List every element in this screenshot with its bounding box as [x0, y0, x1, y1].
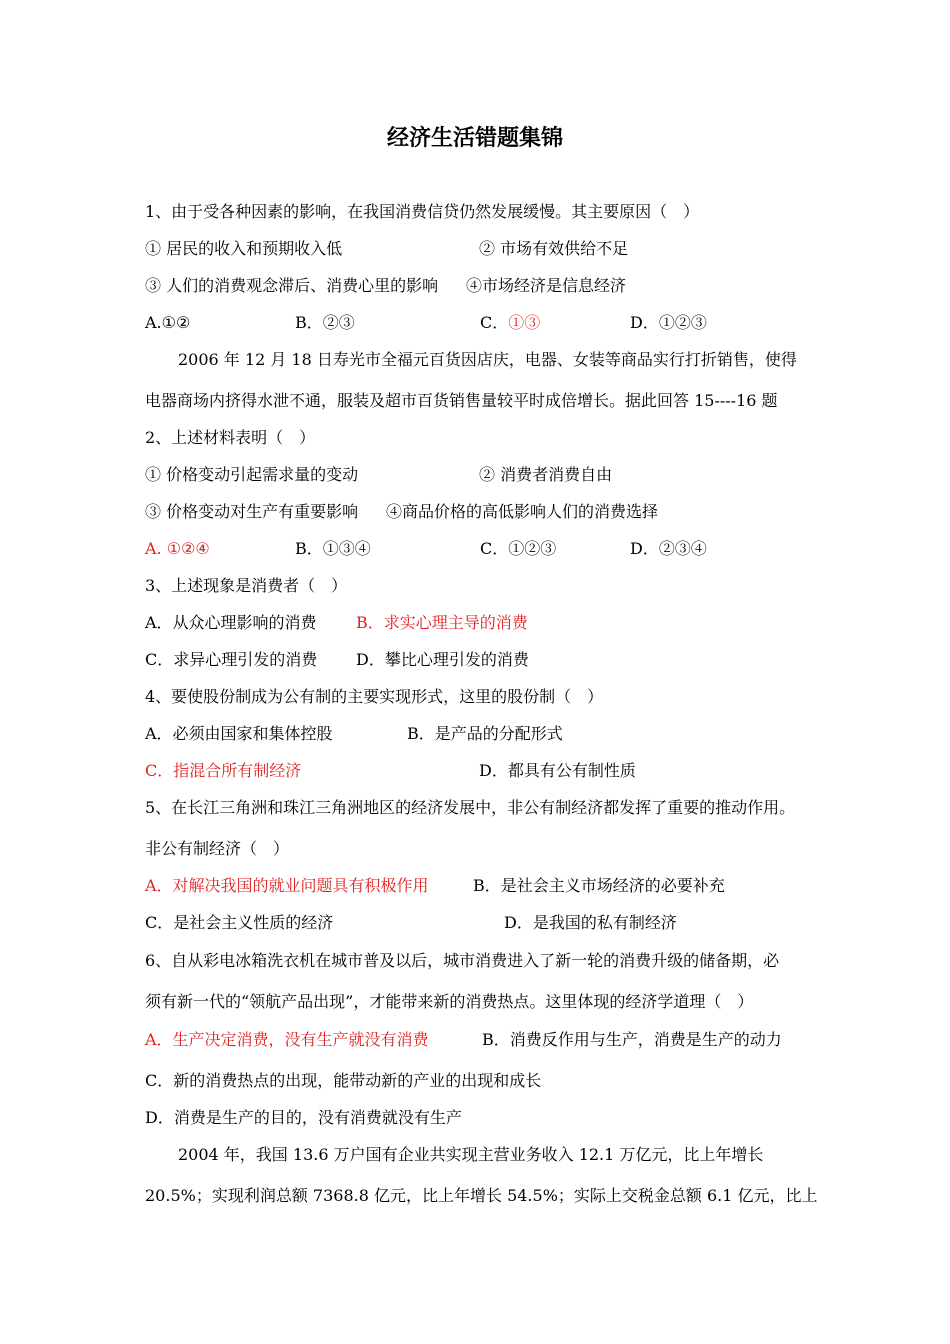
material-2-line-1: 2004 年，我国 13.6 万户国有企业共实现主营业务收入 12.1 万亿元，比上年增长: [178, 1145, 764, 1164]
q1-statement-2: ② 市场有效供给不足: [479, 239, 629, 258]
q1-answer-mark: ①③: [508, 313, 541, 332]
q1-option-c: C．①③: [480, 313, 541, 332]
q6-option-a-answer: A．生产决定消费，没有生产就没有消费: [145, 1030, 429, 1049]
q6-stem-line-1: 6、自从彩电冰箱洗衣机在城市普及以后，城市消费进入了新一轮的消费升级的储备期，必: [145, 951, 780, 970]
q3-option-b-answer: B．求实心理主导的消费: [356, 613, 528, 632]
q2-statement-4: ④商品价格的高低影响人们的消费选择: [386, 502, 659, 521]
q5-option-b: B．是社会主义市场经济的必要补充: [473, 876, 725, 895]
material-1-line-1: 2006 年 12 月 18 日寿光市全福元百货因店庆，电器、女装等商品实行打折销售，使得: [178, 350, 797, 369]
q6-option-b: B．消费反作用与生产，消费是生产的动力: [482, 1030, 782, 1049]
q1-option-d: D．①②③: [630, 313, 707, 332]
q5-stem-line-1: 5、在长江三角洲和珠江三角洲地区的经济发展中，非公有制经济都发挥了重要的推动作用。: [145, 798, 796, 817]
q2-statement-1: ① 价格变动引起需求量的变动: [145, 465, 359, 484]
q6-stem-line-2: 须有新一代的“领航产品出现”，才能带来新的消费热点。这里体现的经济学道理（ ）: [145, 992, 754, 1011]
q1-statement-4: ④市场经济是信息经济: [466, 276, 627, 295]
q2-option-a-answer: A. ①②④: [145, 539, 210, 558]
q4-option-a: A．必须由国家和集体控股: [145, 724, 333, 743]
q5-option-d: D．是我国的私有制经济: [504, 913, 677, 932]
q4-option-d: D．都具有公有制性质: [479, 761, 636, 780]
q4-option-c-answer: C．指混合所有制经济: [145, 761, 302, 780]
q2-option-c: C．①②③: [480, 539, 557, 558]
q5-stem-line-2: 非公有制经济（ ）: [145, 839, 290, 858]
q1-option-b: B．②③: [295, 313, 355, 332]
material-2-line-2: 20.5%；实现利润总额 7368.8 亿元，比上年增长 54.5%；实际上交税金总额 6.1 亿元，比上: [145, 1186, 818, 1205]
q3-stem: 3、上述现象是消费者（ ）: [145, 576, 348, 595]
page-title: 经济生活错题集锦: [386, 125, 563, 151]
q2-option-b: B．①③④: [295, 539, 371, 558]
q1-statement-1: ① 居民的收入和预期收入低: [145, 239, 343, 258]
q6-option-c: C．新的消费热点的出现，能带动新的产业的出现和成长: [145, 1071, 542, 1090]
q2-statement-3: ③ 价格变动对生产有重要影响: [145, 502, 359, 521]
q4-option-b: B．是产品的分配形式: [407, 724, 563, 743]
q5-option-c: C．是社会主义性质的经济: [145, 913, 334, 932]
q3-option-a: A．从众心理影响的消费: [145, 613, 317, 632]
material-1-line-2: 电器商场内挤得水泄不通，服装及超市百货销售量较平时成倍增长。据此回答 15----16 题: [145, 391, 778, 410]
q5-option-a-answer: A．对解决我国的就业问题具有积极作用: [145, 876, 429, 895]
q6-option-d: D．消费是生产的目的，没有消费就没有生产: [145, 1108, 462, 1127]
q3-option-c: C．求异心理引发的消费: [145, 650, 318, 669]
q2-option-d: D．②③④: [630, 539, 707, 558]
q2-statement-2: ② 消费者消费自由: [479, 465, 613, 484]
q1-option-a: A.①②: [145, 313, 191, 332]
q1-statement-3: ③ 人们的消费观念滞后、消费心里的影响: [145, 276, 439, 295]
q2-stem: 2、上述材料表明（ ）: [145, 428, 316, 447]
q3-option-d: D．攀比心理引发的消费: [356, 650, 529, 669]
q4-stem: 4、要使股份制成为公有制的主要实现形式，这里的股份制（ ）: [145, 687, 604, 706]
q1-stem: 1、由于受各种因素的影响，在我国消费信贷仍然发展缓慢。其主要原因（ ）: [145, 202, 700, 221]
